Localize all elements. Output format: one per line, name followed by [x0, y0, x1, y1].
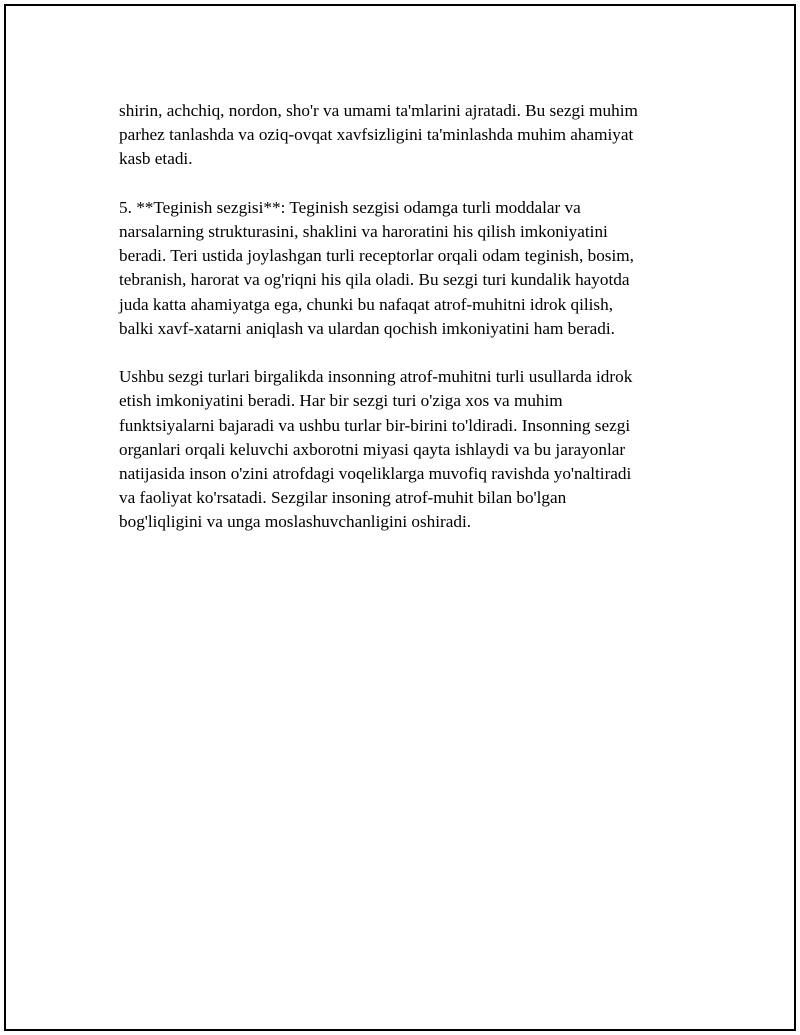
text-line: bog'liqligini va unga moslashuvchanligini oshiradi. — [119, 512, 472, 532]
text-line: beradi. Teri ustida joylashgan turli receptorlar orqali odam teginish, bosim, — [119, 246, 634, 266]
text-line: va faoliyat ko'rsatadi. Sezgilar insoning atrof-muhit bilan bo'lgan — [119, 488, 567, 508]
text-line: juda katta ahamiyatga ega, chunki bu nafaqat atrof-muhitni idrok qilish, — [119, 294, 613, 314]
text-line: organlari orqali keluvchi axborotni miyasi qayta ishlaydi va bu jarayonlar — [119, 439, 626, 459]
text-line: balki xavf-xatarni aniqlash va ulardan qochish imkoniyatini ham beradi. — [119, 318, 615, 338]
text-line: shirin, achchiq, nordon, sho'r va umami ta'mlarini ajratadi. Bu sezgi muhim — [119, 101, 638, 120]
text-line: Ushbu sezgi turlari birgalikda insonning atrof-muhitni turli usullarda idrok — [119, 367, 633, 387]
text-line: narsalarning strukturasini, shaklini va haroratini his qilish imkoniyatini — [119, 222, 608, 241]
text-line: kasb etadi. — [119, 149, 193, 169]
text-line: tebranish, harorat va og'riqni his qila oladi. Bu sezgi turi kundalik hayotda — [119, 270, 630, 290]
text-line: 5. **Teginish sezgisi**: Teginish sezgisi odamga turli moddalar va — [119, 197, 581, 217]
paragraph-touch-sense — [119, 196, 689, 341]
text-line: etish imkoniyatini beradi. Har bir sezgi turi o'ziga xos va muhim — [119, 391, 563, 411]
paragraph-taste-continuation — [119, 99, 689, 172]
text-line: funktsiyalarni bajaradi va ushbu turlar bir-birini to'ldiradi. Insonning sezgi — [119, 415, 631, 435]
document-body — [119, 99, 689, 559]
paragraph-conclusion — [119, 365, 689, 534]
page-frame — [4, 4, 796, 1031]
text-line: parhez tanlashda va oziq-ovqat xavfsizligini ta'minlashda muhim ahamiyat — [119, 125, 634, 145]
text-line: natijasida inson o'zini atrofdagi voqeliklarga muvofiq ravishda yo'naltiradi — [119, 464, 632, 484]
